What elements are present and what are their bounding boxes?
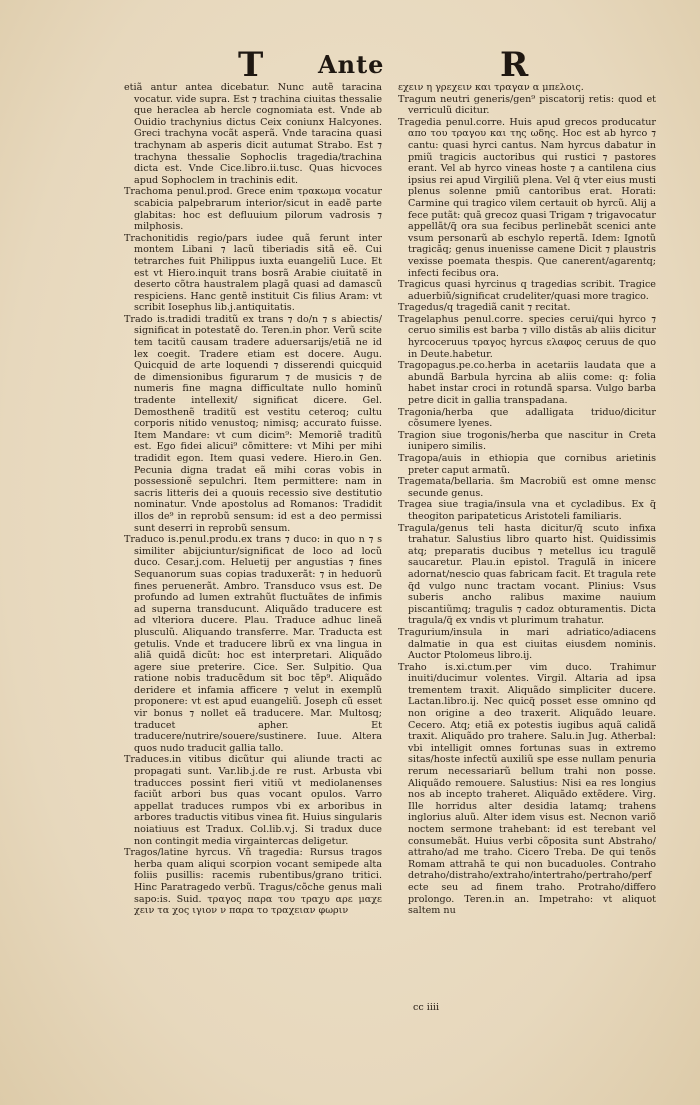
entry-paragraph: Tragopagus.pe.co.herba in acetariis laudata que a abundã Barbula hyrcina ab aliis come: q: folia habet instar croci in rotundã sparsa. Vulgo barba petre dicit in gallia transpadana. — [398, 360, 656, 407]
entry-paragraph: Tragurium/insula in mari adriatico/adiacens dalmatie in qua est ciuitas eiusdem nominis. Auctor Ptolomeus libro.ij. — [398, 626, 656, 662]
entry-paragraph: εχειν η γρεχειν και τραγαν α μπελοις. — [398, 82, 584, 93]
signature-mark: cc iiii — [413, 1002, 440, 1013]
right-text-column — [398, 82, 656, 917]
header-headword: Ante — [318, 50, 385, 79]
entry-paragraph: Trachonitidis regio/pars iudee quã ferunt inter montem Libani ⁊ lacũ tiberiadis sitã eẽ. Cui tetrarches fuit Philippus iuxta euangeliũ Luce. Et est vt Hiero.inquit trans bosrã Arabie ciuitatẽ in deserto cõtra haustralem plagã quasi ad damascũ respiciens. Hanc gentẽ instituit Cis filius Aram: vt scribit Iosephus lib.j.antiquitatis. — [124, 232, 382, 314]
entry-paragraph: Tragedia penul.corre. Huis apud grecos producatur απο του τραγου και της ωδης. Hoc est ab hyrco ⁊ cantu: quasi hyrci cantus. Nam hyrcus dabatur in pmiũ tragicis auctoribus qui rustici ⁊ pastores erant. Vel ab hyrco vineas hoste ⁊ a cantilena cius ipsius rei apud Virgiliũ plena. Vel q̃ vter eius musti plenus solenne pmiũ cantoribus erat. Horati: Carmine qui tragico vilem certauit ob hyrcũ. Alij a fece putãt: quã grecoz quasi Trigam ⁊ trigavocatur appellãt/q̃ ora sua fecibus perlinebãt scenici ante vsum personarũ ab eschylo repertã. Idem: Ignotũ tragicãq; genus inuenisse camene Dicit ⁊ plaustris vexisse poemata thespis. Que canerent/agarentq; infecti fecibus ora. — [398, 116, 656, 279]
entry-paragraph: Tragum neutri generis/gen⁹ piscatorij retis: quod et verriculũ dicitur. — [398, 93, 656, 117]
entry-paragraph: Tragicus quasi hyrcinus q tragedias scribit. Tragice aduerbiũ/significat crudeliter/quasi more tragico. — [398, 279, 656, 302]
header-left-initial: T — [238, 45, 264, 85]
entry-paragraph: Tragula/genus teli hasta dicitur/q̃ scuto infixa trahatur. Salustius libro quarto hist. Quidissimis atq; preparatis ducibus ⁊ metellus icu tragulẽ saucaretur. Plau.in epistol. Tragulã in inicere adornat/nescio quas fabricam facit. Et tragula rete q̃d vulgo nunc tractam vocant. Plinius: Vsus suberis ancho ralibus maxime nauium piscantiũmq; tragulis ⁊ cadoz obturamentis. Dicta tragula/q̃ ex vndis vt plurimum trahatur. — [398, 522, 656, 627]
entry-paragraph: Tragopa/auis in ethiopia que cornibus arietinis preter caput armatũ. — [398, 453, 656, 476]
entry-paragraph: Traduco is.penul.produ.ex trans ⁊ duco: in quo n ⁊ s similiter abijciuntur/significat de loco ad locũ duco. Cesar.j.com. Heluetij per angustias ⁊ fines Sequanorum suas copias traduxerãt: ⁊ in heduorũ fines peruenerãt. Ambro. Transduco vsus est. De profundo ad lumen extrahũt fluctuãtes de infimis ad superna transducunt. Aliquãdo traducere est ad vlteriora ducere. Plau. Traduce adhuc lineã plusculũ. Aliquando transferre. Mar. Traducta est getulis. Vnde et traducere librũ ex vna lingua in aliã quidã dicũt: hoc est interpretari. Aliquãdo agere siue preterire. Cice. Ser. Sulpitio. Qua ratione nobis traducẽdum sit boc tẽp⁹. Aliquãdo deridere et infamia afficere ⁊ velut in exemplũ proponere: vt est apud euangeliũ. Joseph cũ esset vir bonus ⁊ nollet eã traducere. Mar. Multosq; traducet apher. Et traducere/nutrire/souere/sustinere. Iuue. Altera quos nudo traducit gallia tallo. — [124, 534, 382, 754]
entry-paragraph: Traduces.in vitibus dicũtur qui aliunde tracti ac propagati sunt. Var.lib.j.de re rust. Arbusta vbi traducces possint fieri vitiũ vt mediolanenses faciũt arbori bus quas vocant opulos. Varro appellat traduces rumpos vbi ex arboribus in arbores traductis vitibus vinea fit. Huius singularis noiatiuus est Tradux. Col.lib.v.j. Si tradux duce non contingit media virgaintercas deligetur. — [124, 754, 383, 847]
entry-paragraph: Tragion siue trogonis/herba que nascitur in Creta iunipero similis. — [398, 429, 656, 453]
entry-paragraph: Tragemata/bellaria. s̃m Macrobiũ est omne mensc secunde genus. — [398, 476, 656, 499]
header-right-initial: R — [500, 45, 529, 85]
entry-paragraph: Trachoma penul.prod. Grece enim τρακωμα vocatur scabicia palpebrarum interior/sicut in eadẽ parte glabitas: hoc est defluuium pilorum vadrosis ⁊ milphosis. — [124, 186, 382, 233]
entry-paragraph: etiã antur antea dicebatur. Nunc autẽ taracina vocatur. vide supra. Est ⁊ trachina ciuitas thessalie que heraclea ab hercle cognomiata est. Vnde ab Ouidio trachynius dictus Ceix coniunx Halcyones. Greci trachyna vocãt asperã. Vnde taracina quasi trachynam ab asperis dicit autumat Strabo. Est ⁊ trachyna thessalie Sophoclis tragedia/trachina dicta est. Vnde Cice.libro.ii.tusc. Quas hicvoces apud Sophoclem in trachinis edit. — [124, 82, 382, 186]
entry-paragraph: Trado is.tradidi traditũ ex trans ⁊ do/n ⁊ s abiectis/ significat in potestatẽ do. Teren.in phor. Verũ scite tem tacitũ causam tradere aduersarijs/etiã ne id lex coegit. Tradere etiam est docere. Augu. Quicquid de arte loquendi ⁊ disserendi quicquid de dimensionibus figurarum ⁊ de musicis ⁊ de numeris fine magna difficultate nullo hominũ tradente intellexit/ significat dicere. Gel. Demosthenẽ traditũ est vestitu ceteroq; cultu corporis nitido venustoq; nimisq; accurato fuisse. Item Mandare: vt cum dicim⁹: Memoriẽ traditũ est. Ego fidei alicui⁹ cõmittere: vt Mihi per mihi tradidit egon. Item quasi vedere. Hiero.in Gen. Pecunia digna tradat eã mihi coras vobis in possessionẽ sepulchri. Item permittere: nam in sacris litteris dei a quouis recessio sive destitutio nominatur. Vnde apostolus ad Romanos: Tradidit illos de⁹ in reprobũ sensum: id est a deo permissi sunt deserri in reprobũ sensum. — [124, 313, 382, 534]
entry-paragraph: Tragos/latine hyrcus. Vñ tragedia: Rursus tragos herba quam aliqui scorpion vocant semipede alta foliis pusillis: racemis rubentibus/grano tritici. Hinc Paratragedo verbũ. Tragus/cõche genus mali sapo:is. Suid. τραγος παρα του τραχυ αρε μαχε χειν τα χος ιγιον ν παρα το τραχειαν φωριν — [124, 847, 382, 917]
entry-paragraph: Tragea siue tragia/insula vna et cycladibus. Ex q̃ theogiton paripateticus Aristoteli familiaris. — [398, 499, 656, 522]
entry-paragraph: Tragedus/q tragediã canit ⁊ recitat. — [398, 302, 571, 314]
entry-paragraph: Tragelaphus penul.corre. species cerui/qui hyrco ⁊ ceruo similis est barba ⁊ villo distãs ab aliis dicitur hyrcoceruus τραγος hyrcus ελαφος ceruus de quo in Deute.habetur. — [398, 313, 656, 360]
entry-paragraph: Traho is.xi.ctum.per vim duco. Trahimur inuiti/ducimur volentes. Virgil. Altaria ad ipsa trementem traxit. Aliquãdo simpliciter ducere. Lactan.libro.ij. Nec quicq̃ posset esse omnino qd non origine a deo traxerit. Aliquãdo leuare. Cecero. Atq; etiã ex potestis iugibus aquã calidã traxit. Aliquãdo pro trahere. Salu.in Jug. Atherbal: vbi intelligit omnes fortunas suas in extremo sitas/hoste infectũ auxiliũ spe esse nullam penuria rerum necessariarũ bellum trahi non posse. Aliquãdo remouere. Salustius: Nisi ea res longius nos ab incepto traheret. Aliquãdo extẽdere. Virg. Ille horridus alter desidia latamq; trahens inglorius aluũ. Alter idem visus est. Necnon variõ noctem sermone trahebant: id est terebant vel consumebãt. Huius verbi cõposita sunt Abstraho/ attraho/ad me traho. Cicero Treba. De qui tenõs Romam attrahã te qui non bucaduoles. Contraho detraho/distraho/extraho/intertraho/pertraho/perfecte seu ad finem traho. Protraho/differo prolongo. Teren.in an. Impetraho: vt aliquot saltem nu — [398, 661, 656, 917]
entry-paragraph: Tragonia/herba que adalligata triduo/dicitur cõsumere lyenes. — [398, 406, 656, 430]
left-text-column — [124, 82, 382, 917]
